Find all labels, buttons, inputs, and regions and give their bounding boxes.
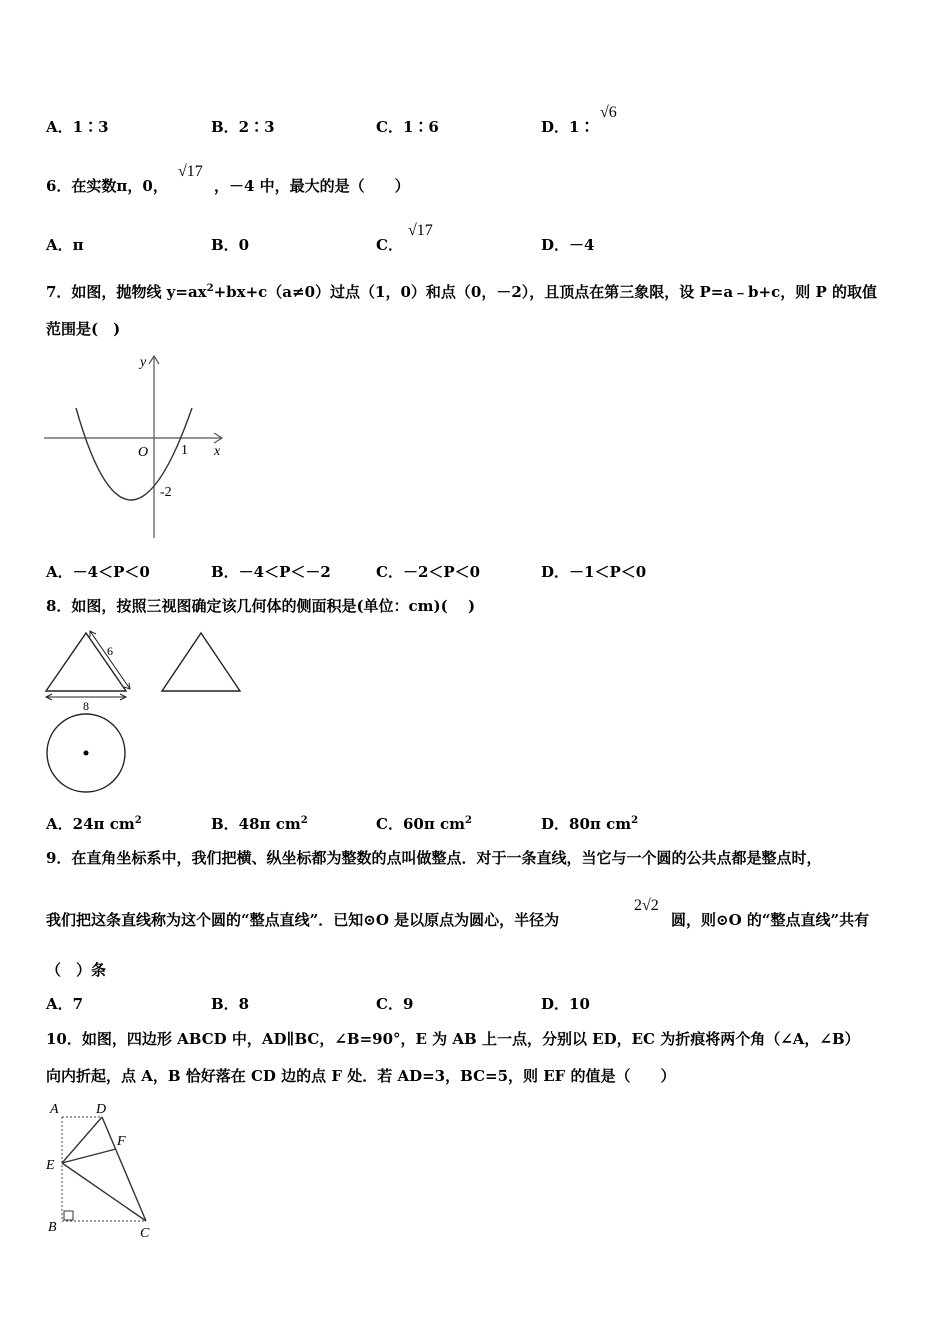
q10-stem-line2: 向内折起，点 A，B 恰好落在 CD 边的点 F 处．若 AD=3，BC=5，则 EF 的值是（ ） (46, 1067, 676, 1085)
q8-stem: 8．如图，按照三视图确定该几何体的侧面积是(单位：cm)( ) (46, 597, 476, 615)
q9-option-b: B．8 (211, 995, 250, 1013)
top-view-center-point (84, 751, 89, 756)
q5-option-d-sqrt6: √6 (600, 104, 617, 121)
origin-label: O (138, 445, 149, 460)
fold-ed (62, 1117, 102, 1163)
q5-option-a: A．1∶3 (46, 118, 109, 136)
vertex-a-label: A (50, 1102, 59, 1117)
q5-option-c: C．1∶6 (376, 118, 439, 136)
x-axis-label: x (214, 444, 221, 459)
q7-stem-exponent: 2 (206, 283, 214, 294)
q9-stem-line2-part1: 我们把这条直线称为这个圆的“整点直线”．已知⊙O 是以原点为圆心，半径为 (46, 911, 560, 929)
q7-option-d: D．－1＜P＜0 (541, 563, 647, 581)
q6-option-b: B．0 (211, 236, 250, 254)
q8-three-view-figure (40, 625, 250, 795)
q7-option-a: A．－4＜P＜0 (46, 563, 150, 581)
y-intercept-label: -2 (160, 485, 172, 500)
side-dimension-line (90, 631, 130, 689)
q6-option-c: C． (376, 236, 403, 254)
q6-stem-prefix: 6．在实数π，0， (46, 177, 168, 195)
side-length-label: 6 (107, 644, 113, 658)
q9-stem-line3: （ ）条 (46, 961, 107, 979)
q9-stem-line1: 9．在直角坐标系中，我们把横、纵坐标都为整数的点叫做整点．对于一条直线，当它与一个圆的公共点都是整点时， (46, 849, 822, 867)
q9-option-d: D．10 (541, 995, 590, 1013)
q6-sqrt17: √17 (178, 163, 203, 180)
q9-option-a: A．7 (46, 995, 84, 1013)
q7-option-c: C．－2＜P＜0 (376, 563, 481, 581)
q9-option-c: C．9 (376, 995, 414, 1013)
front-view-triangle (46, 633, 126, 691)
y-axis-label: y (140, 355, 147, 370)
q6-option-a: A．π (46, 236, 84, 254)
q7-parabola-graph (40, 350, 240, 545)
q7-option-b: B．－4＜P＜－2 (211, 563, 331, 581)
q8-option-a: A．24π $cm^2$ (46, 815, 142, 833)
vertex-b-label: B (48, 1220, 57, 1235)
q7-stem-line1 (46, 281, 877, 302)
segment-ef (62, 1149, 116, 1163)
q5-option-b: B．2∶3 (211, 118, 275, 136)
q7-stem-line2: 范围是( ) (46, 320, 121, 338)
parabola-curve (76, 408, 192, 500)
q8-option-d: D．80π $cm^2$ (541, 815, 639, 833)
q6-option-d: D．－4 (541, 236, 595, 254)
side-view-triangle (162, 633, 240, 691)
q8-option-b: B．48π $cm^2$ (211, 815, 308, 833)
point-e-label: E (46, 1158, 55, 1173)
q10-quadrilateral-figure (40, 1097, 160, 1242)
q6-option-c-sqrt17: √17 (408, 222, 433, 239)
q6-stem-suffix: ，－4 中，最大的是（ ） (214, 177, 410, 195)
q9-radius: 2√2 (634, 897, 659, 914)
vertex-c-label: C (140, 1226, 150, 1241)
q7-stem-part1: 7．如图，抛物线 y=ax (46, 283, 207, 301)
x-intercept-label: 1 (181, 443, 188, 458)
point-f-label: F (117, 1134, 126, 1149)
vertex-d-label: D (96, 1102, 107, 1117)
q7-stem-part2: +bx+c（a≠0）过点（1，0）和点（0，－2），且顶点在第三象限，设 P=a﹣b+c，则 P 的取值 (213, 283, 877, 301)
q8-option-c: C．60π $cm^2$ (376, 815, 472, 833)
base-length-label: 8 (83, 699, 89, 713)
q5-option-d: D．1∶ (541, 118, 595, 136)
right-angle-mark (64, 1211, 73, 1220)
q10-stem-line1: 10．如图，四边形 ABCD 中，AD∥BC，∠B=90°，E 为 AB 上一点，分别以 ED，EC 为折痕将两个角（∠A，∠B） (46, 1030, 860, 1048)
q9-stem-line2-part2: 圆，则⊙O 的“整点直线”共有 (671, 911, 870, 929)
